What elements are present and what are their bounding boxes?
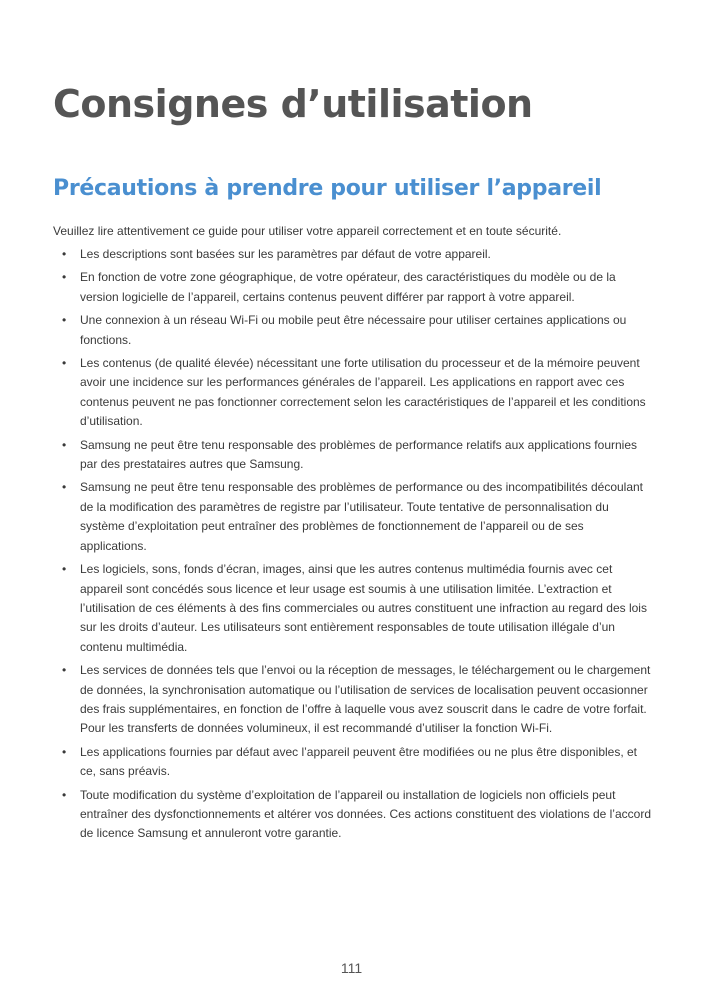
list-item-text: Samsung ne peut être tenu responsable des problèmes de performance ou des incompatibilités découlant de la modification des paramètres de registre par l’utilisateur. Toute tentative de personnalisation du système d’exploitation peut entraîner des problèmes de fonctionnement de l’appareil ou de ses applications.	[80, 480, 644, 553]
list-item	[53, 661, 653, 739]
list-item	[53, 786, 653, 844]
page-number: 111	[340, 960, 363, 976]
bullet-icon: •	[62, 480, 67, 495]
list-item	[53, 311, 653, 350]
list-item-text: Toute modification du système d’exploitation de l’appareil ou installation de logiciels non officiels peut entraîner des dysfonctionnements et altérer vos données. Ces actions constituent des violations de l’accord de licence Samsung et annuleront votre garantie.	[80, 787, 651, 841]
bullet-icon: •	[62, 663, 67, 678]
bullet-icon: •	[62, 744, 67, 759]
list-item	[53, 354, 653, 432]
list-item	[53, 268, 653, 307]
bullet-icon: •	[62, 787, 67, 802]
list-item-text: Une connexion à un réseau Wi-Fi ou mobile peut être nécessaire pour utiliser certaines applications ou fonctions.	[80, 313, 627, 347]
list-item-text: Les descriptions sont basées sur les paramètres par défaut de votre appareil.	[80, 247, 491, 261]
precautions-list	[53, 245, 653, 848]
list-item	[53, 245, 653, 264]
bullet-icon: •	[62, 562, 67, 577]
bullet-icon: •	[62, 437, 67, 452]
bullet-icon: •	[62, 270, 67, 285]
bullet-icon: •	[62, 313, 67, 328]
list-item	[53, 478, 653, 556]
list-item	[53, 743, 653, 782]
bullet-icon: •	[62, 247, 67, 261]
list-item-text: Les applications fournies par défaut avec l’appareil peuvent être modifiées ou ne plus être disponibles, et ce, sans préavis.	[80, 744, 638, 779]
list-item-text: Les contenus (de qualité élevée) nécessitant une forte utilisation du processeur et de la mémoire peuvent avoir une incidence sur les performances générales de l’appareil. Les applications en rapport avec ces contenus peuvent ne pas fonctionner correctement selon les caractéristiques de l’appareil et les conditions d’utilisation.	[80, 356, 646, 429]
list-item-text: En fonction de votre zone géographique, de votre opérateur, des caractéristiques du modèle ou de la version logicielle de l’appareil, certains contenus peuvent différer par rapport à votre appareil.	[80, 270, 616, 304]
bullet-icon: •	[62, 356, 67, 371]
list-item-text: Samsung ne peut être tenu responsable des problèmes de performance relatifs aux applications fournies par des prestataires autres que Samsung.	[80, 437, 637, 472]
list-item	[53, 436, 653, 475]
list-item-text: Les services de données tels que l’envoi ou la réception de messages, le téléchargement ou le chargement de données, la synchronisation automatique ou l’utilisation de services de localisation peuvent occasionner des frais supplémentaires, en fonction de l’offre à laquelle vous avez souscrit dans le cadre de votre forfait. Pour les transferts de données volumineux, il est recommandé d’utiliser la fonction Wi-Fi.	[80, 663, 651, 736]
section-title: Précautions à prendre pour utiliser l’appareil	[53, 176, 602, 201]
list-item-text: Les logiciels, sons, fonds d’écran, images, ainsi que les autres contenus multimédia fournis avec cet appareil sont concédés sous licence et leur usage est soumis à une utilisation limitée. L’extraction et l’utilisation de ces éléments à des fins commerciales ou autres constituent une infraction au regard des lois sur les droits d’auteur. Les utilisateurs sont entièrement responsables de toute utilisation illégale d’un contenu multimédia.	[80, 562, 647, 654]
list-item	[53, 560, 653, 657]
page-title: Consignes d’utilisation	[53, 82, 533, 126]
intro-paragraph: Veuillez lire attentivement ce guide pour utiliser votre appareil correctement et en toute sécurité.	[53, 224, 562, 238]
